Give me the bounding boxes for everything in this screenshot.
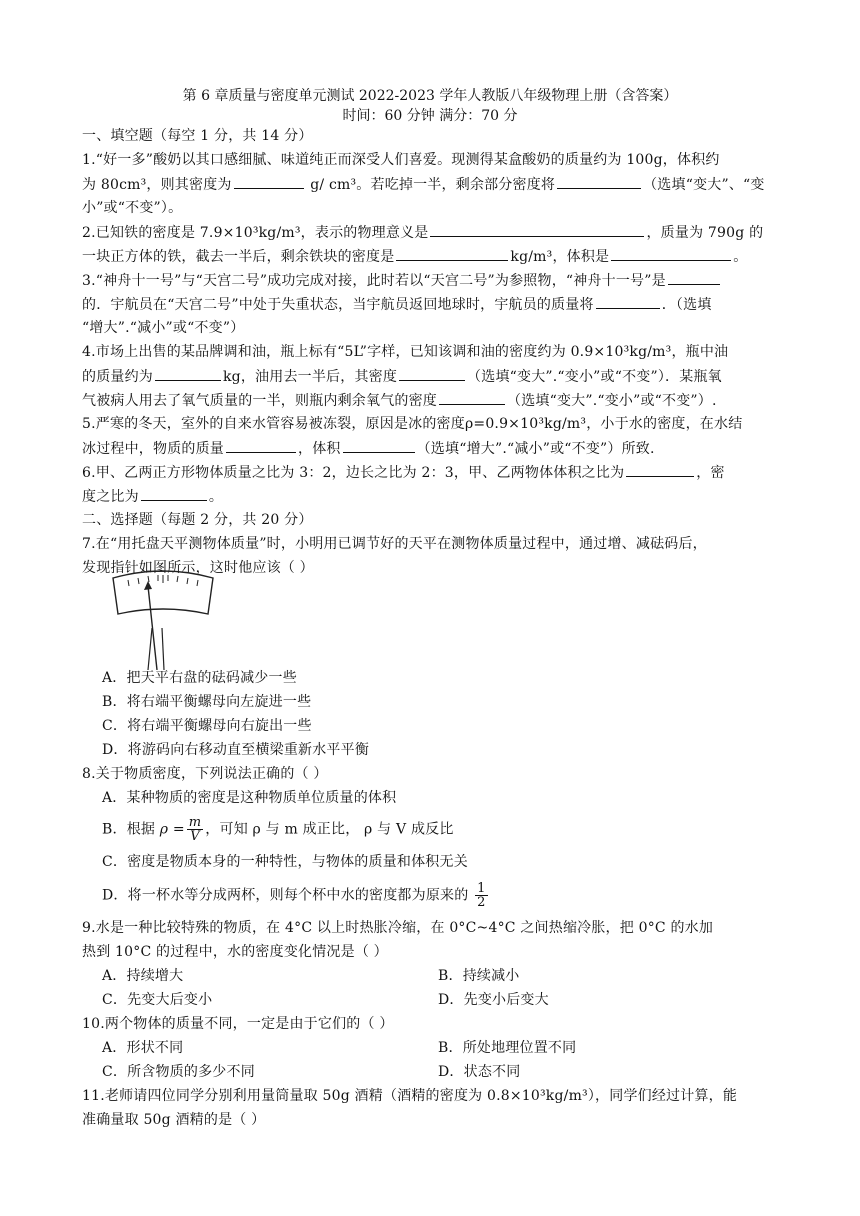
q4-blank-1[interactable] [155,366,221,381]
q6-line1 [82,462,782,483]
q4-text-d: 气被病人用去了氧气质量的一半，则瓶内剩余氧气的密度 [82,393,437,409]
q6-text-c: 度之比为 [82,489,139,505]
q8-b-rho: ρ = [159,821,185,838]
q4-blank-3[interactable] [439,390,505,405]
q1-blank-2[interactable] [557,174,641,189]
q6-blank-2[interactable] [141,486,207,501]
q8-b-suffix: ，可知 ρ 与 m 成正比， ρ 与 V 成反比 [205,821,454,838]
q2-text-b: ，质量为 790g 的 [646,225,764,241]
q4-line2 [82,366,782,387]
q3-line1 [82,270,782,291]
q10-option-a[interactable]: A．形状不同 [102,1040,184,1056]
q7-option-d[interactable]: D．将游码向右移动直至横梁重新水平平衡 [102,742,370,758]
q4-text-b: kg，油用去一半后，其密度 [223,369,398,385]
q8-option-b[interactable] [102,816,802,843]
q5-text-b: ，体积 [298,441,341,457]
section2-heading: 二、选择题（每题 2 分，共 20 分） [82,512,313,528]
q6-text-b: ，密 [696,465,725,481]
q6-text-a: 6.甲、乙两正方形物体质量之比为 3：2，边长之比为 2：3，甲、乙两物体体积之比为 [82,465,625,481]
q8-d-fraction [475,882,487,909]
q8-line1: 8.关于物质密度，下列说法正确的（ ） [82,766,328,782]
q2-text-e: 。 [733,249,748,265]
q2-blank-1[interactable] [430,222,644,237]
q7-option-a[interactable]: A．把天平右盘的砝码减少一些 [102,670,297,686]
q8-option-c[interactable]: C．密度是物质本身的一种特性，与物体的质量和体积无关 [102,854,468,870]
balance-pointer-figure [108,568,218,670]
q1-blank-1[interactable] [234,174,304,189]
q7-option-c[interactable]: C．将右端平衡螺母向右旋出一些 [102,718,312,734]
q5-blank-2[interactable] [343,438,415,453]
q4-line3 [82,390,782,411]
q8-b-fraction [187,816,204,843]
q8-b-prefix: B．根据 [102,821,156,838]
q1-line3: 小”或“不变”）。 [82,200,183,216]
q4-text-c: （选填“变大”.“变小”或“不变”）．某瓶氧 [467,369,722,385]
q7-line2: 发现指针如图所示，这时他应该（ ） [82,560,314,576]
q8-d-numerator: 1 [477,881,486,896]
q1-line2 [82,174,782,195]
document-title: 第 6 章质量与密度单元测试 2022-2023 学年人教版八年级物理上册（含答案） [182,88,678,104]
q9-line1: 9.水是一种比较特殊的物质，在 4°C 以上时热胀冷缩，在 0°C~4°C 之间热缩冷胀，把 0°C 的水加 [82,920,714,936]
q6-line2 [82,486,782,507]
q3-text-b: 的．宇航员在“天宫二号”中处于失重状态，当宇航员返回地球时，宇航员的质量将 [82,297,594,313]
q3-blank-2[interactable] [596,294,660,309]
q9-option-d[interactable]: D．先变小后变大 [438,992,549,1008]
exam-meta: 时间：60 分钟 满分：70 分 [342,108,518,124]
q3-line3: “增大”.“减小”或“不变”） [82,320,245,336]
q1-text-b: g/ cm³。若吃掉一半，剩余部分密度将 [305,177,556,193]
q1-text-c: （选填“变大”、“变 [643,177,765,193]
q2-text-a: 2.已知铁的密度是 7.9×10³kg/m³，表示的物理意义是 [82,225,429,241]
q10-option-d[interactable]: D．状态不同 [438,1064,521,1080]
q9-option-b[interactable]: B．持续减小 [438,968,520,984]
q3-text-a: 3.“神舟十一号”与“天宫二号”成功完成对接，此时若以“天宫二号”为参照物，“神舟十一号”是 [82,273,666,289]
q3-blank-1[interactable] [668,270,720,285]
q6-blank-1[interactable] [626,462,694,477]
q1-line1: 1.“好一多”酸奶以其口感细腻、味道纯正而深受人们喜爱。现测得某盒酸奶的质量约为 100g，体积约 [82,152,720,168]
q8-b-denominator: V [190,829,200,844]
q10-line1: 10.两个物体的质量不同，一定是由于它们的（ ） [82,1016,394,1032]
q2-line2 [82,246,782,267]
q2-blank-3[interactable] [611,246,731,261]
q10-option-c[interactable]: C．所含物质的多少不同 [102,1064,255,1080]
q8-d-text: D．将一杯水等分成两杯，则每个杯中水的密度都为原来的 [102,887,469,904]
q4-text-a: 的质量约为 [82,369,153,385]
q7-line1: 7.在“用托盘天平测物体质量”时，小明用已调节好的天平在测物体质量过程中，通过增、减砝码后， [82,536,707,552]
q5-text-c: （选填“增大”.“减小”或“不变”）所致. [416,441,655,457]
q8-option-d[interactable] [102,882,802,909]
q8-option-a[interactable]: A．某种物质的密度是这种物质单位质量的体积 [102,790,397,806]
q4-blank-2[interactable] [399,366,465,381]
q4-line1: 4.市场上出售的某品牌调和油，瓶上标有“5L”字样，已知该调和油的密度约为 0.9×10³kg/m³，瓶中油 [82,344,729,360]
q7-option-b[interactable]: B．将右端平衡螺母向左旋进一些 [102,694,312,710]
q8-b-numerator: m [188,815,202,830]
q10-option-b[interactable]: B．所处地理位置不同 [438,1040,577,1056]
section1-heading: 一、填空题（每空 1 分，共 14 分） [82,128,313,144]
q5-blank-1[interactable] [226,438,296,453]
q1-text-a: 为 80cm³，则其密度为 [82,177,232,193]
q2-text-d: kg/m³，体积是 [510,249,610,265]
q11-line2: 准确量取 50g 酒精的是（ ） [82,1112,266,1128]
q2-blank-2[interactable] [396,246,508,261]
q5-line1: 5.严寒的冬天，室外的自来水管容易被冻裂，原因是冰的密度ρ=0.9×10³kg/m³，小于水的密度，在水结 [82,416,743,432]
q9-line2: 热到 10°C 的过程中，水的密度变化情况是（ ） [82,944,388,960]
q2-line1 [82,222,782,243]
q8-d-denominator: 2 [477,895,486,910]
q3-line2 [82,294,782,315]
q9-option-c[interactable]: C．先变大后变小 [102,992,213,1008]
q3-text-c: ．（选填 [661,297,712,313]
q5-line2 [82,438,782,459]
q5-text-a: 冰过程中，物质的质量 [82,441,224,457]
q4-text-e: （选填“变大”.“变小”或“不变”）. [507,393,717,409]
q6-text-d: 。 [208,489,224,505]
q2-text-c: 一块正方体的铁，截去一半后，剩余铁块的密度是 [82,249,395,265]
q9-option-a[interactable]: A．持续增大 [102,968,184,984]
q11-line1: 11.老师请四位同学分别利用量筒量取 50g 酒精（酒精的密度为 0.8×10³kg/m³），同学们经过计算，能 [82,1088,738,1104]
